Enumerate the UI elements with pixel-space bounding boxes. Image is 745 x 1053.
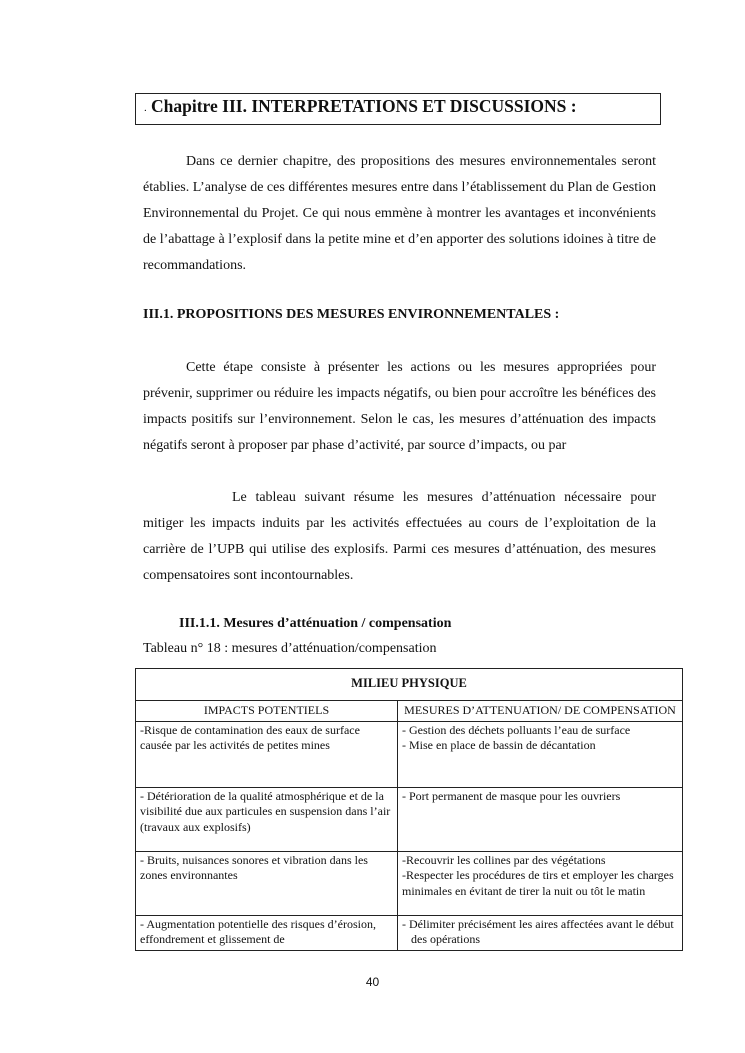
section-paragraph-2: Le tableau suivant résume les mesures d’atténuation nécessaire pour mitiger les impacts induits par les activités effectuées au cours de l’exploitation de la carrière de l’UPB qui utilise des explosifs. Parmi ces mesures d’atténuation, des mesures compensatoires sont incontournables. (143, 490, 656, 583)
chapter-title: Chapitre III. INTERPRETATIONS ET DISCUSSIONS : (151, 96, 577, 116)
chapter-prefix: . (144, 102, 147, 114)
impact-cell: - Détérioration de la qualité atmosphérique et de la visibilité due aux particules en suspension dans l’air (travaux aux explosifs) (136, 787, 398, 851)
subsection-heading: III.1.1. Mesures d’atténuation / compensation (179, 616, 452, 631)
table-section-title: MILIEU PHYSIQUE (136, 669, 683, 701)
measures-cell (398, 851, 683, 915)
page-number: 40 (365, 975, 380, 989)
measure-item: - Mise en place de bassin de décantation (402, 738, 596, 752)
measure-item: - Port permanent de masque pour les ouvriers (402, 788, 621, 803)
measure-item: -Recouvrir les collines par des végétations (402, 852, 606, 867)
table-row (136, 851, 683, 915)
measures-cell (398, 915, 683, 950)
intro-paragraph: Dans ce dernier chapitre, des propositions des mesures environnementales seront établies. L’analyse de ces différentes mesures entre dans l’établissement du Plan de Gestion Environnemental du Projet. Ce qui nous emmène à montrer les avantages et inconvénients de l’abattage à l’explosif dans la petite mine et d’en apporter des solutions idoines à titre de recommandations. (143, 154, 656, 273)
measure-item: -Respecter les procédures de tirs et employer les charges minimales en évitant de tirer la nuit ou tôt le matin (402, 868, 674, 898)
table-row (136, 787, 683, 851)
measures-cell (398, 721, 683, 787)
table-row (136, 721, 683, 787)
col-header-impacts: IMPACTS POTENTIELS (136, 701, 398, 722)
chapter-title-box (135, 93, 661, 125)
section-paragraph-1: Cette étape consiste à présenter les actions ou les mesures appropriées pour prévenir, supprimer ou réduire les impacts négatifs, ou bien pour accroître les bénéfices des impacts positifs sur l’environnement. Selon le cas, les mesures d’atténuation des impacts négatifs seront à proposer par phase d’activité, par source d’impacts, ou par (143, 360, 656, 453)
table-caption: Tableau n° 18 : mesures d’atténuation/compensation (143, 641, 437, 656)
section-heading: III.1. PROPOSITIONS DES MESURES ENVIRONNEMENTALES : (143, 307, 560, 322)
col-header-measures: MESURES D’ATTENUATION/ DE COMPENSATION (398, 701, 683, 722)
measure-item: - Gestion des déchets polluants l’eau de surface (402, 722, 631, 737)
measures-cell (398, 787, 683, 851)
impact-cell: - Augmentation potentielle des risques d’érosion, effondrement et glissement de (136, 915, 398, 950)
mitigation-table (135, 668, 683, 951)
impact-cell: - Bruits, nuisances sonores et vibration dans les zones environnantes (136, 851, 398, 915)
impact-cell: -Risque de contamination des eaux de surface causée par les activités de petites mines (136, 721, 398, 787)
table-header-row (136, 701, 683, 722)
measure-item: - Délimiter précisément les aires affectées avant le début des opérations (402, 916, 674, 946)
table-section-row (136, 669, 683, 701)
table-row (136, 915, 683, 950)
